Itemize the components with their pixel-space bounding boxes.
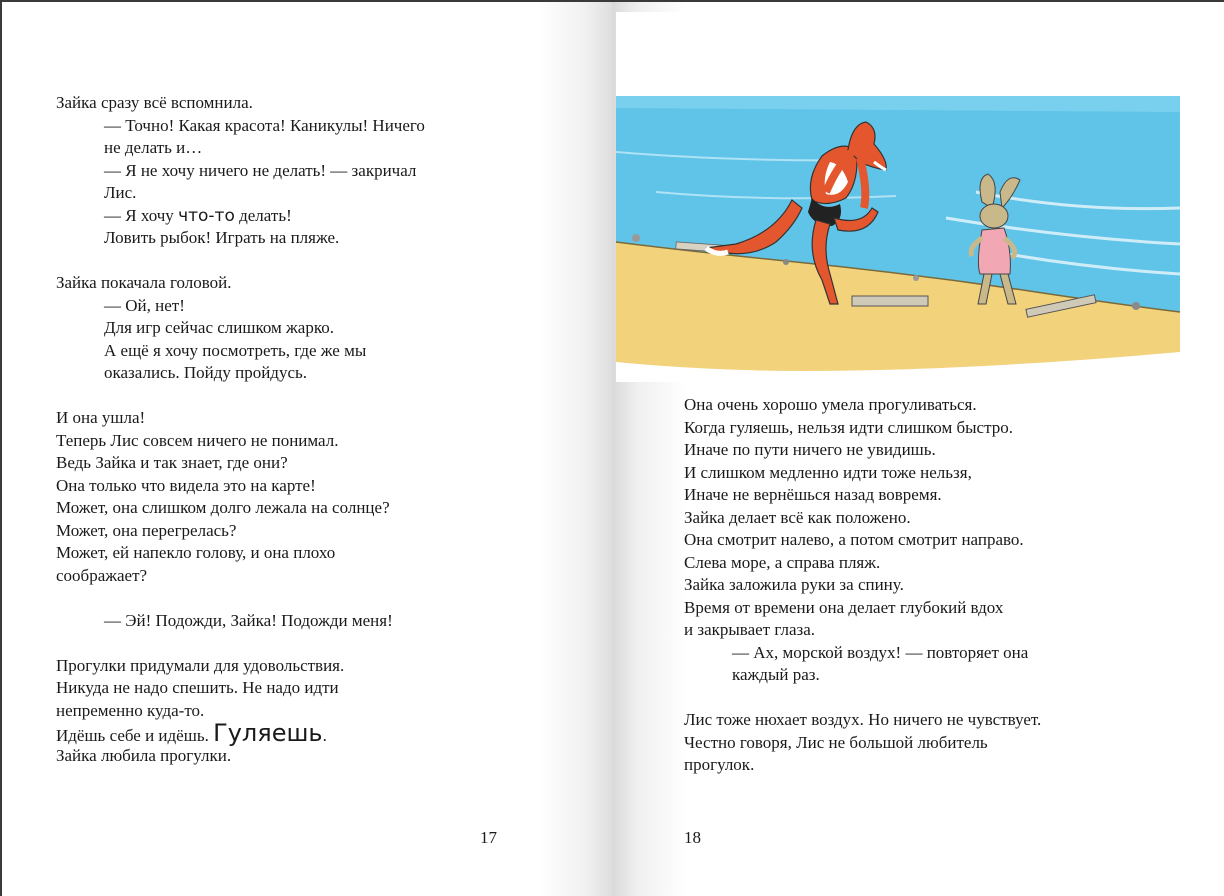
book-spread	[2, 2, 1224, 896]
page-number: 18	[684, 828, 701, 847]
text-line: Прогулки придумали для удовольствия.	[56, 655, 345, 675]
text-line: соображает?	[56, 565, 148, 585]
text-line: — Эй! Подожди, Зайка! Подожди меня!	[104, 610, 393, 630]
text-part: делать!	[239, 205, 292, 225]
text-line: Она только что видела это на карте!	[56, 475, 316, 495]
text-line: Может, ей напекло голову, и она плохо	[56, 543, 336, 562]
text-line: Для игр сейчас слишком жарко.	[104, 318, 334, 337]
text-line: Ведь Зайка и так знает, где они?	[56, 453, 288, 472]
text-line: Зайка сразу всё вспомнила.	[56, 93, 253, 112]
text-line: Ловить рыбок! Играть на пляже.	[104, 228, 340, 247]
text-line	[56, 719, 425, 747]
text-line: Зайка заложила руки за спину.	[684, 575, 904, 594]
text-line: Она очень хорошо умела прогуливаться.	[684, 395, 977, 414]
text-line: Может, она слишком долго лежала на солнце?	[56, 498, 390, 517]
text-line: Слева море, а справа пляж.	[684, 552, 881, 572]
text-line: Когда гуляешь, нельзя идти слишком быстро.	[684, 417, 1013, 437]
text-line: и закрывает глаза.	[684, 620, 816, 639]
right-page-text	[684, 394, 1041, 777]
text-line: Иначе не вернёшься назад вовремя.	[684, 485, 942, 504]
right-page	[612, 2, 1224, 896]
text-line: Иначе по пути ничего не увидишь.	[684, 440, 936, 459]
text-line: Зайка покачала головой.	[56, 273, 232, 292]
page-number: 17	[480, 828, 497, 847]
text-part: — Я хочу	[104, 205, 174, 225]
text-line: Честно говоря, Лис не большой любитель	[684, 732, 988, 752]
text-line: А ещё я хочу посмотреть, где же мы	[104, 340, 367, 360]
text-line: И слишком медленно идти тоже нельзя,	[684, 462, 972, 482]
text-line: — Я не хочу ничего не делать! — закричал	[104, 160, 417, 180]
text-line: Зайка любила прогулки.	[56, 745, 232, 765]
text-part: Идёшь себе и идёшь.	[56, 726, 209, 745]
left-page-text	[56, 92, 425, 767]
text-line: — Ах, морской воздух! — повторяет она	[732, 642, 1029, 662]
text-line: — Точно! Какая красота! Каникулы! Ничего	[104, 115, 425, 135]
emphasis-word: что-то	[178, 205, 235, 226]
text-line: — Ой, нет!	[104, 295, 185, 315]
text-line: Зайка делает всё как положено.	[684, 507, 911, 527]
text-line: Никуда не надо спешить. Не надо идти	[56, 678, 339, 697]
text-line: оказались. Пойду пройдусь.	[104, 363, 308, 382]
text-line: каждый раз.	[732, 665, 820, 684]
emphasis-word: Гуляешь	[213, 719, 323, 747]
text-line: не делать и…	[104, 138, 203, 157]
text-line: прогулок.	[684, 755, 755, 774]
text-line: И она ушла!	[56, 408, 146, 427]
text-line: Лис тоже нюхает воздух. Но ничего не чувствует.	[684, 710, 1042, 729]
text-line: Она смотрит налево, а потом смотрит направо.	[684, 530, 1024, 549]
left-page	[2, 2, 612, 896]
fox-and-hare-on-beach-illustration	[616, 12, 1184, 382]
text-line: Теперь Лис совсем ничего не понимал.	[56, 430, 339, 450]
text-line: Время от времени она делает глубокий вдох	[684, 597, 1004, 617]
text-line: Может, она перегрелась?	[56, 520, 237, 540]
text-line	[56, 205, 425, 228]
text-line: непременно куда-то.	[56, 700, 205, 720]
text-part: .	[322, 726, 327, 745]
text-line: Лис.	[104, 183, 137, 202]
